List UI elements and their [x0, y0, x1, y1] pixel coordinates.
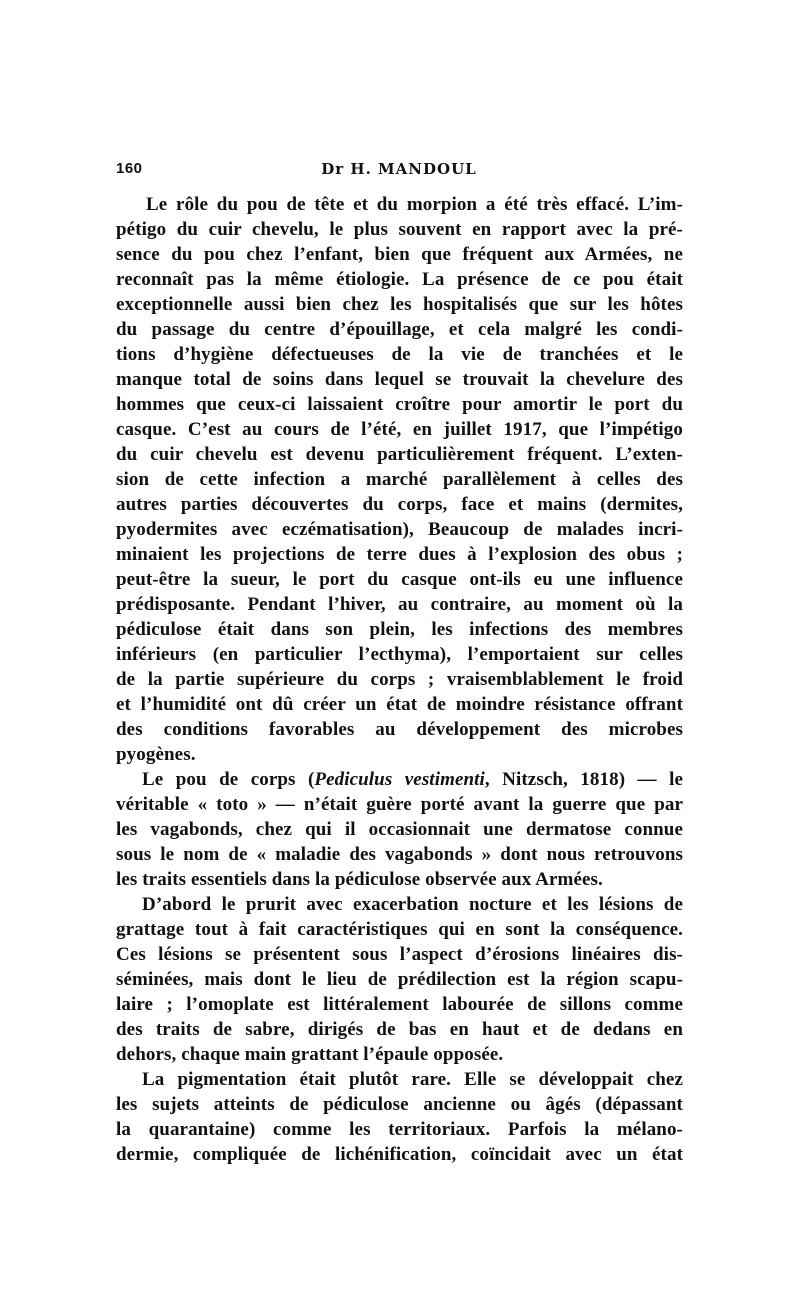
- text-line: laire ; l’omoplate est littéralement labourée de sillons comme: [116, 994, 683, 1015]
- text-line: exceptionnelle aussi bien chez les hospitalisés que sur les hôtes: [116, 294, 683, 315]
- text-line: prédisposante. Pendant l’hiver, au contraire, au moment où la: [116, 594, 683, 615]
- text-line: séminées, mais dont le lieu de prédilection est la région scapu-: [116, 969, 683, 990]
- text-line: du passage du centre d’épouillage, et cela malgré les condi-: [116, 319, 683, 340]
- text-line: dermie, compliquée de lichénification, coïncidait avec un état: [116, 1144, 683, 1165]
- text-line: pyogènes.: [116, 744, 196, 765]
- text-line: reconnaît pas la même étiologie. La présence de ce pou était: [116, 269, 683, 290]
- running-head: [116, 160, 682, 182]
- text-line: des traits de sabre, dirigés de bas en haut et de dedans en: [116, 1019, 683, 1040]
- text-line: la quarantaine) comme les territoriaux. Parfois la mélano-: [116, 1119, 683, 1140]
- text-line: casque. C’est au cours de l’été, en juillet 1917, que l’impétigo: [116, 419, 683, 440]
- text-line: Le rôle du pou de tête et du morpion a été très effacé. L’im-: [146, 194, 683, 215]
- text-line: les traits essentiels dans la pédiculose observée aux Armées.: [116, 869, 603, 890]
- text-line: sous le nom de « maladie des vagabonds » dont nous retrouvons: [116, 844, 683, 865]
- text-line: du cuir chevelu est devenu particulièrement fréquent. L’exten-: [116, 444, 683, 465]
- text-line: pyodermites avec eczématisation), Beaucoup de malades incri-: [116, 519, 683, 540]
- text-line: des conditions favorables au développement des microbes: [116, 719, 683, 740]
- text-segment: , Nitzsch, 1818) — le: [484, 769, 683, 790]
- page-number: 160: [116, 160, 143, 177]
- text-line: Ces lésions se présentent sous l’aspect d’érosions linéaires dis-: [116, 944, 683, 965]
- text-line: véritable « toto » — n’était guère porté avant la guerre que par: [116, 794, 683, 815]
- text-line: inférieurs (en particulier l’ecthyma), l’emportaient sur celles: [116, 644, 683, 665]
- text-line: pétigo du cuir chevelu, le plus souvent en rapport avec la pré-: [116, 219, 683, 240]
- text-line: grattage tout à fait caractéristiques qui en sont la conséquence.: [116, 919, 683, 940]
- text-line: La pigmentation était plutôt rare. Elle se développait chez: [142, 1069, 683, 1090]
- text-line: D’abord le prurit avec exacerbation nocture et les lésions de: [142, 894, 683, 915]
- text-segment: Le pou de corps (: [142, 769, 315, 790]
- text-line: minaient les projections de terre dues à l’explosion des obus ;: [116, 544, 683, 565]
- text-line: autres parties découvertes du corps, face et mains (dermites,: [116, 494, 683, 515]
- text-line: de la partie supérieure du corps ; vraisemblablement le froid: [116, 669, 683, 690]
- text-line: tions d’hygiène défectueuses de la vie de tranchées et le: [116, 344, 683, 365]
- text-line: pédiculose était dans son plein, les infections des membres: [116, 619, 683, 640]
- running-title: Dr H. MANDOUL: [321, 160, 477, 178]
- text-line: les sujets atteints de pédiculose ancienne ou âgés (dépassant: [116, 1094, 683, 1115]
- text-line: et l’humidité ont dû créer un état de moindre résistance offrant: [116, 694, 683, 715]
- text-line: peut-être la sueur, le port du casque ont-ils eu une influence: [116, 569, 683, 590]
- text-line: les vagabonds, chez qui il occasionnait une dermatose connue: [116, 819, 683, 840]
- body-text: [116, 192, 683, 1167]
- species-name: Pediculus vestimenti: [314, 769, 485, 790]
- text-line: hommes que ceux-ci laissaient croître pour amortir le port du: [116, 394, 683, 415]
- text-line: sence du pou chez l’enfant, bien que fréquent aux Armées, ne: [116, 244, 683, 265]
- text-line: dehors, chaque main grattant l’épaule opposée.: [116, 1044, 504, 1065]
- text-line: [116, 767, 683, 792]
- text-line: sion de cette infection a marché parallèlement à celles des: [116, 469, 683, 490]
- text-line: manque total de soins dans lequel se trouvait la chevelure des: [116, 369, 683, 390]
